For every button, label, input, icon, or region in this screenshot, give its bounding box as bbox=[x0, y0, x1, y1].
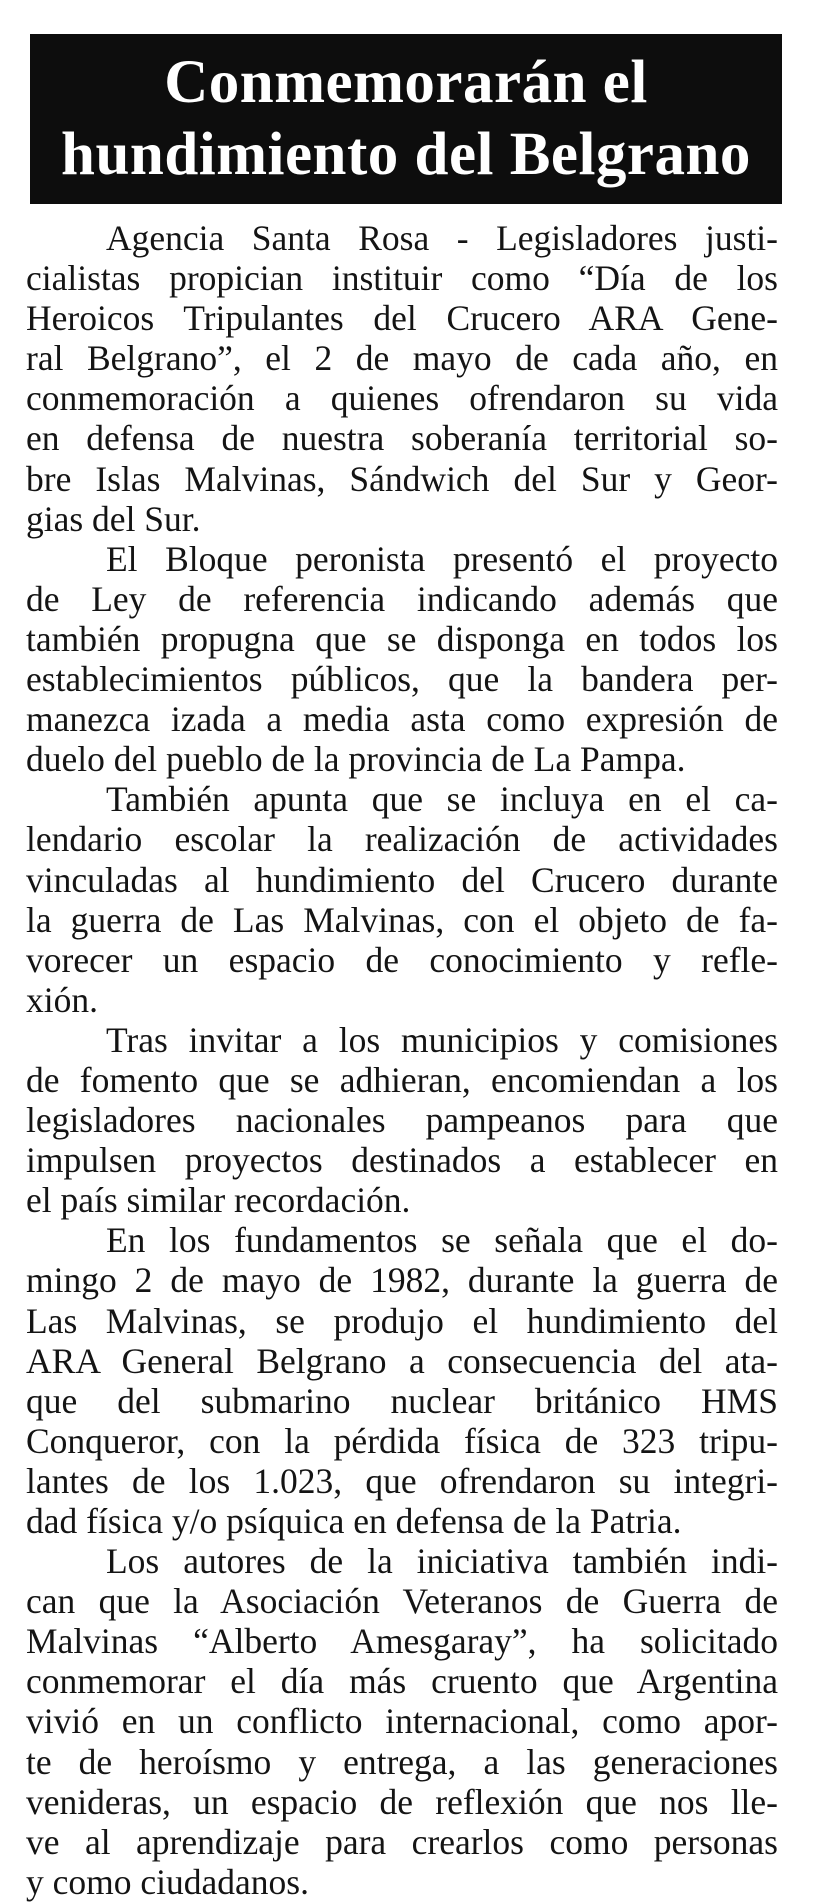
text-line: gias del Sur. bbox=[26, 498, 201, 539]
text-line: establecimientos públicos, que la bandera per- bbox=[26, 659, 778, 700]
text-line: conmemoración a quienes ofrendaron su vida bbox=[26, 378, 778, 419]
text-line: duelo del pueblo de la provincia de La Pampa. bbox=[26, 739, 686, 780]
text-line: te de heroísmo y entrega, a las generaciones bbox=[26, 1741, 778, 1782]
text-line: Las Malvinas, se produjo el hundimiento del bbox=[26, 1300, 778, 1341]
text-line: lantes de los 1.023, que ofrendaron su integri- bbox=[26, 1460, 778, 1501]
text-line: Los autores de la iniciativa también indi- bbox=[106, 1541, 778, 1582]
paragraph-5 bbox=[26, 1220, 778, 1541]
text-line: cialistas propician instituir como “Día de los bbox=[26, 258, 778, 299]
text-line: Conqueror, con la pérdida física de 323 tripu- bbox=[26, 1420, 778, 1461]
text-line: vinculadas al hundimiento del Crucero durante bbox=[26, 859, 778, 900]
headline-line-2: hundimiento del Belgrano bbox=[61, 121, 751, 188]
text-line: que del submarino nuclear británico HMS bbox=[26, 1380, 778, 1421]
article-body bbox=[26, 218, 778, 1902]
text-line: Tras invitar a los municipios y comisiones bbox=[106, 1019, 778, 1060]
text-line: ral Belgrano”, el 2 de mayo de cada año, en bbox=[26, 338, 778, 379]
paragraph-1 bbox=[26, 218, 778, 539]
paragraph-6 bbox=[26, 1541, 778, 1902]
text-line: xión. bbox=[26, 979, 98, 1020]
text-line: conmemorar el día más cruento que Argentina bbox=[26, 1661, 778, 1702]
text-line: En los fundamentos se señala que el do- bbox=[106, 1220, 778, 1261]
text-line: en defensa de nuestra soberanía territorial so- bbox=[26, 418, 778, 459]
text-line: venideras, un espacio de reflexión que nos lle- bbox=[26, 1781, 778, 1822]
text-line: el país similar recordación. bbox=[26, 1180, 411, 1221]
headline-line-1: Conmemorarán el bbox=[164, 49, 648, 116]
text-line: impulsen proyectos destinados a establecer en bbox=[26, 1140, 778, 1181]
text-line: dad física y/o psíquica en defensa de la Patria. bbox=[26, 1501, 682, 1541]
headline-banner bbox=[30, 34, 782, 204]
text-line: vorecer un espacio de conocimiento y refle- bbox=[26, 939, 778, 980]
text-line: la guerra de Las Malvinas, con el objeto de fa- bbox=[26, 899, 778, 940]
text-line: También apunta que se incluya en el ca- bbox=[106, 779, 778, 820]
text-line: Agencia Santa Rosa - Legisladores justi- bbox=[106, 218, 778, 258]
paragraph-4 bbox=[26, 1020, 778, 1220]
text-line: mingo 2 de mayo de 1982, durante la guerra de bbox=[26, 1260, 778, 1301]
text-line: can que la Asociación Veteranos de Guerra de bbox=[26, 1581, 778, 1622]
text-line: y como ciudadanos. bbox=[26, 1861, 309, 1902]
text-line: de Ley de referencia indicando además que bbox=[26, 578, 778, 619]
text-line: bre Islas Malvinas, Sándwich del Sur y Geor- bbox=[26, 458, 778, 499]
text-line: legisladores nacionales pampeanos para que bbox=[26, 1100, 778, 1141]
text-line: Malvinas “Alberto Amesgaray”, ha solicitado bbox=[26, 1621, 778, 1662]
text-line: lendario escolar la realización de actividades bbox=[26, 819, 778, 860]
text-line: ve al aprendizaje para crearlos como personas bbox=[26, 1821, 778, 1862]
paragraph-3 bbox=[26, 779, 778, 1020]
text-line: también propugna que se disponga en todos los bbox=[26, 618, 778, 659]
text-line: de fomento que se adhieran, encomiendan a los bbox=[26, 1059, 778, 1100]
text-line: Heroicos Tripulantes del Crucero ARA Gene- bbox=[26, 298, 778, 339]
text-line: manezca izada a media asta como expresión de bbox=[26, 699, 778, 740]
paragraph-2 bbox=[26, 539, 778, 780]
text-line: El Bloque peronista presentó el proyecto bbox=[106, 538, 778, 579]
text-line: ARA General Belgrano a consecuencia del ata- bbox=[26, 1340, 778, 1381]
text-line: vivió en un conflicto internacional, como apor- bbox=[26, 1701, 778, 1742]
